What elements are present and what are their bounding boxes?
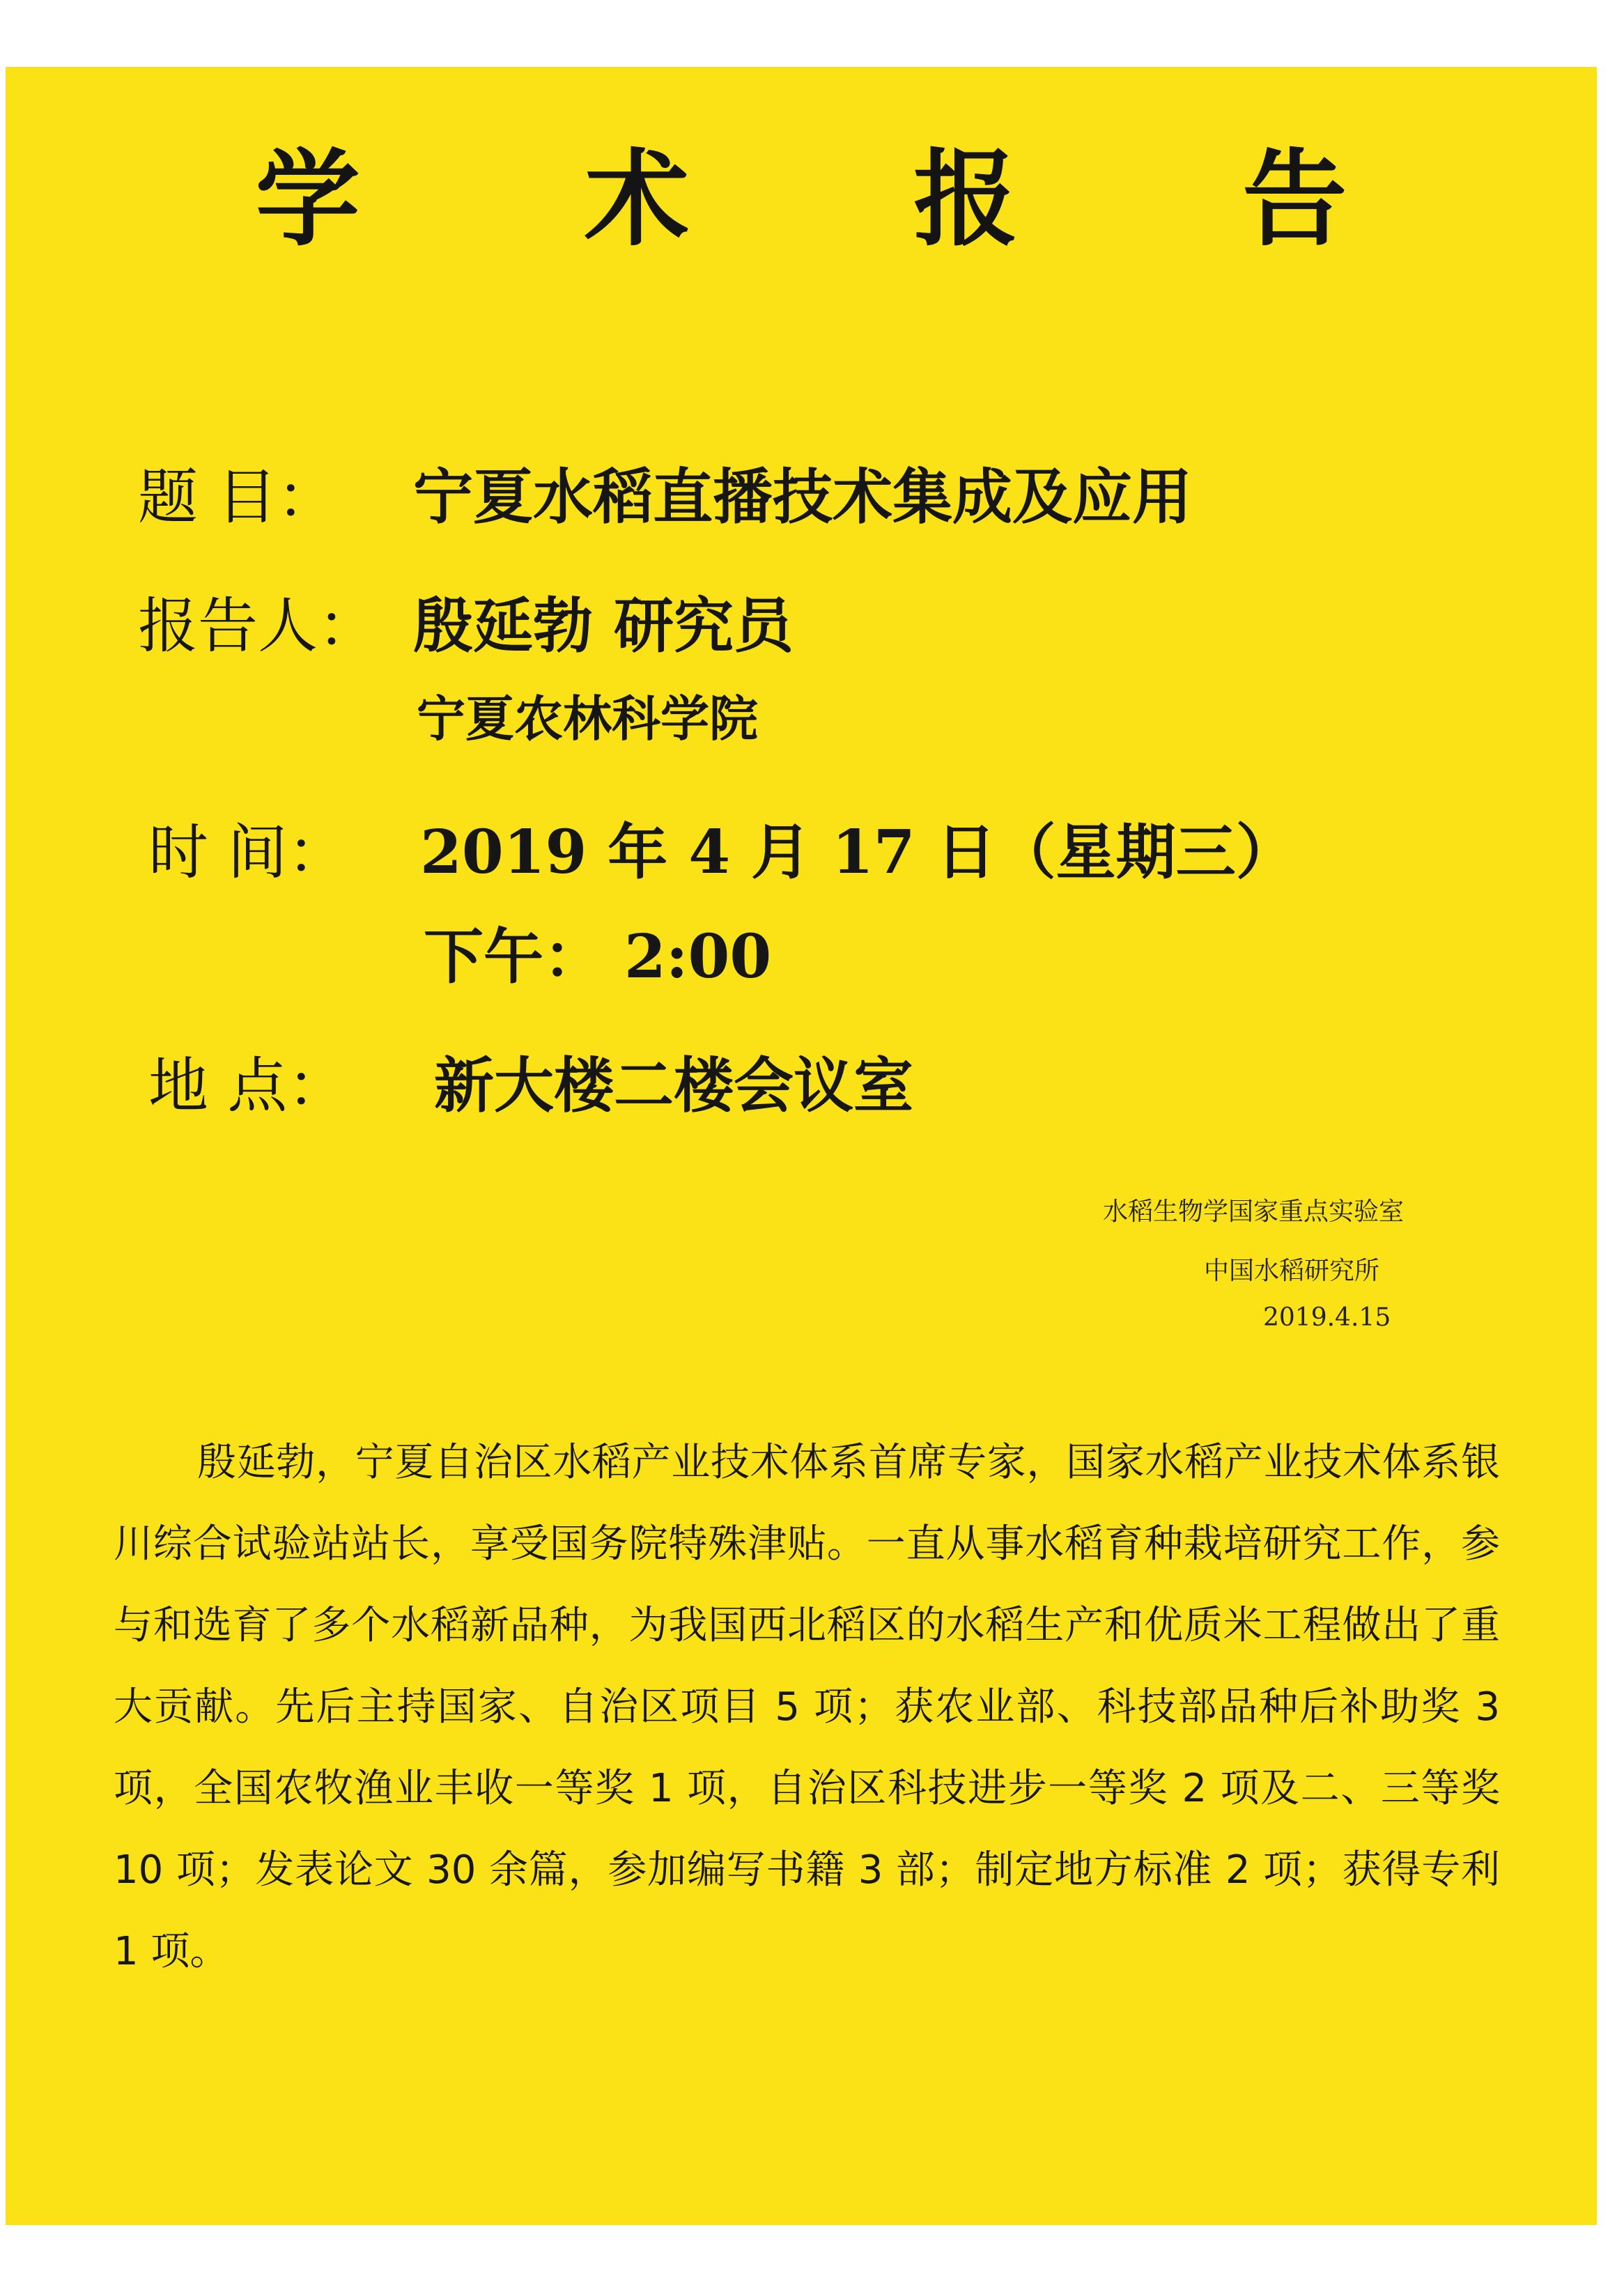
speaker-bio: 殷延勃，宁夏自治区水稻产业技术体系首席专家，国家水稻产业技术体系银川综合试验站站长，享受国务院特殊津贴。一直从事水稻育种栽培研究工作，参与和选育了多个水稻新品种，为我国西北稻区的水稻生产和优质米工程做出了重大贡献。先后主持国家、自治区项目 5 项；获农业部、科技部品种后补助奖 3 项，全国农牧渔业丰收一等奖 1 项，自治区科技进步一等奖 2 项及二、三等奖 10 项；发表论文 30 余篇，参加编写书籍 3 部；制定地方标准 2 项；获得专利 1 项。 xyxy=(114,1440,1500,1974)
signature-org-2: 中国水稻研究所 xyxy=(1204,1257,1380,1285)
date-value: 2019 年 4 月 17 日（星期三） xyxy=(420,817,1296,887)
place-label: 地 点： xyxy=(148,1051,348,1121)
place-value: 新大楼二楼会议室 xyxy=(434,1051,913,1121)
signature-date: 2019.4.15 xyxy=(1263,1303,1391,1332)
speaker-label: 报告人： xyxy=(138,591,378,661)
signature-org-1: 水稻生物学国家重点实验室 xyxy=(1103,1197,1405,1226)
poster-title: 学 术 报 告 xyxy=(255,138,1441,261)
speaker-value: 殷延勃 研究员 xyxy=(413,591,794,661)
time-label: 时 间： xyxy=(148,818,348,887)
poster-sheet xyxy=(6,67,1597,2225)
time-value: 下午： 2:00 xyxy=(424,922,772,992)
topic-value: 宁夏水稻直播技术集成及应用 xyxy=(413,463,1192,532)
topic-label: 题 目： xyxy=(138,463,337,532)
speaker-affiliation: 宁夏农林科学院 xyxy=(417,690,758,747)
